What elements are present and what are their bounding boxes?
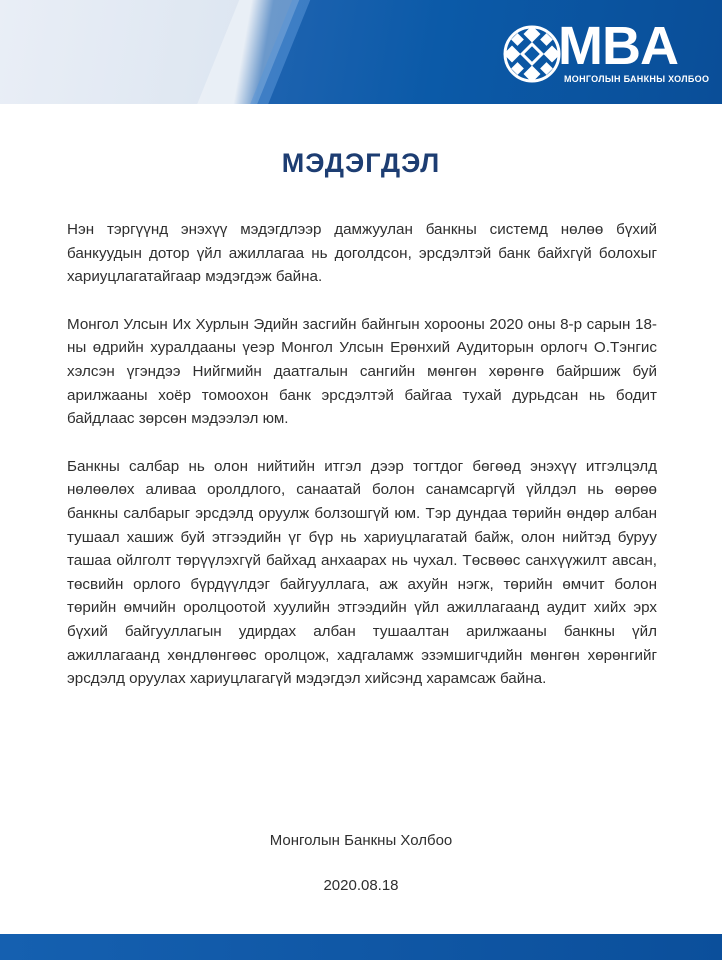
paragraph: Банкны салбар нь олон нийтийн итгэл дээр тогтдог бөгөөд энэхүү итгэлцэлд нөлөөлөх аливаа оролдлого, санаатай болон санамсаргүй үйлдэл нь өөрөө банкны салбарыг эрсдэлд оруулж болзошгүй юм. Тэр дундаа төрийн өндөр албан тушаал хашиж буй этгээдийн үг бүр нь хариуцлагатай байж, олон нийтэд буруу ташаа ойлголт төрүүлэхгүй байхад анхаарах нь чухал. Төсвөөс санхүүжилт авсан, төсвийн орлого бүрдүүлдэг байгууллага, аж ахуйн нэгж, төрийн өмчит болон төрийн өмчийн оролцоотой хуулийн этгээдийн үйл ажиллагаанд аудит хийх эрх бүхий байгууллагын удирдах албан тушаалтан арилжааны банкны үйл ажиллагаанд хөндлөнгөөс оролцож, хадгаламж эзэмшигчдийн мөнгөн хөрөнгийг эрсдэлд оруулах хариуцлагагүй мэдэгдэл хийсэнд харамсаж байна. xyxy=(67,457,657,688)
signature: Монголын Банкны Холбоо xyxy=(269,832,453,849)
paragraph: Нэн тэргүүнд энэхүү мэдэгдлээр дамжуулан банкны системд нөлөө бүхий банкуудын дотор үйл ажиллагаа нь доголдсон, эрсдэлтэй банк байхгүй болохыг хариуцлагатайгаар мэдэгдэж байна. xyxy=(67,221,657,286)
footer-bar xyxy=(0,934,722,960)
document-date: 2020.08.18 xyxy=(323,877,399,894)
logo-text: MBA xyxy=(558,16,678,76)
logo xyxy=(502,18,712,88)
header-banner xyxy=(0,0,722,104)
paragraph: Монгол Улсын Их Хурлын Эдийн засгийн байнгын хорооны 2020 оны 8-р сарын 18-ны өдрийн хуралдааны үеэр Монгол Улсын Ерөнхий Аудиторын орлогч О.Тэнгис хэлсэн үгэндээ Нийгмийн даатгалын сангийн мөнгөн хөрөнгө байршиж буй арилжааны хоёр томоохон банк эрсдэлтэй байгаа тухай дурьдсан нь бодит байдлаас зөрсөн мэдээлэл юм. xyxy=(67,315,657,428)
logo-emblem-icon xyxy=(502,24,562,84)
logo-subtitle: МОНГОЛЫН БАНКНЫ ХОЛБОО xyxy=(564,74,710,84)
document-title: МЭДЭГДЭЛ xyxy=(281,148,441,178)
document-body xyxy=(67,218,657,715)
